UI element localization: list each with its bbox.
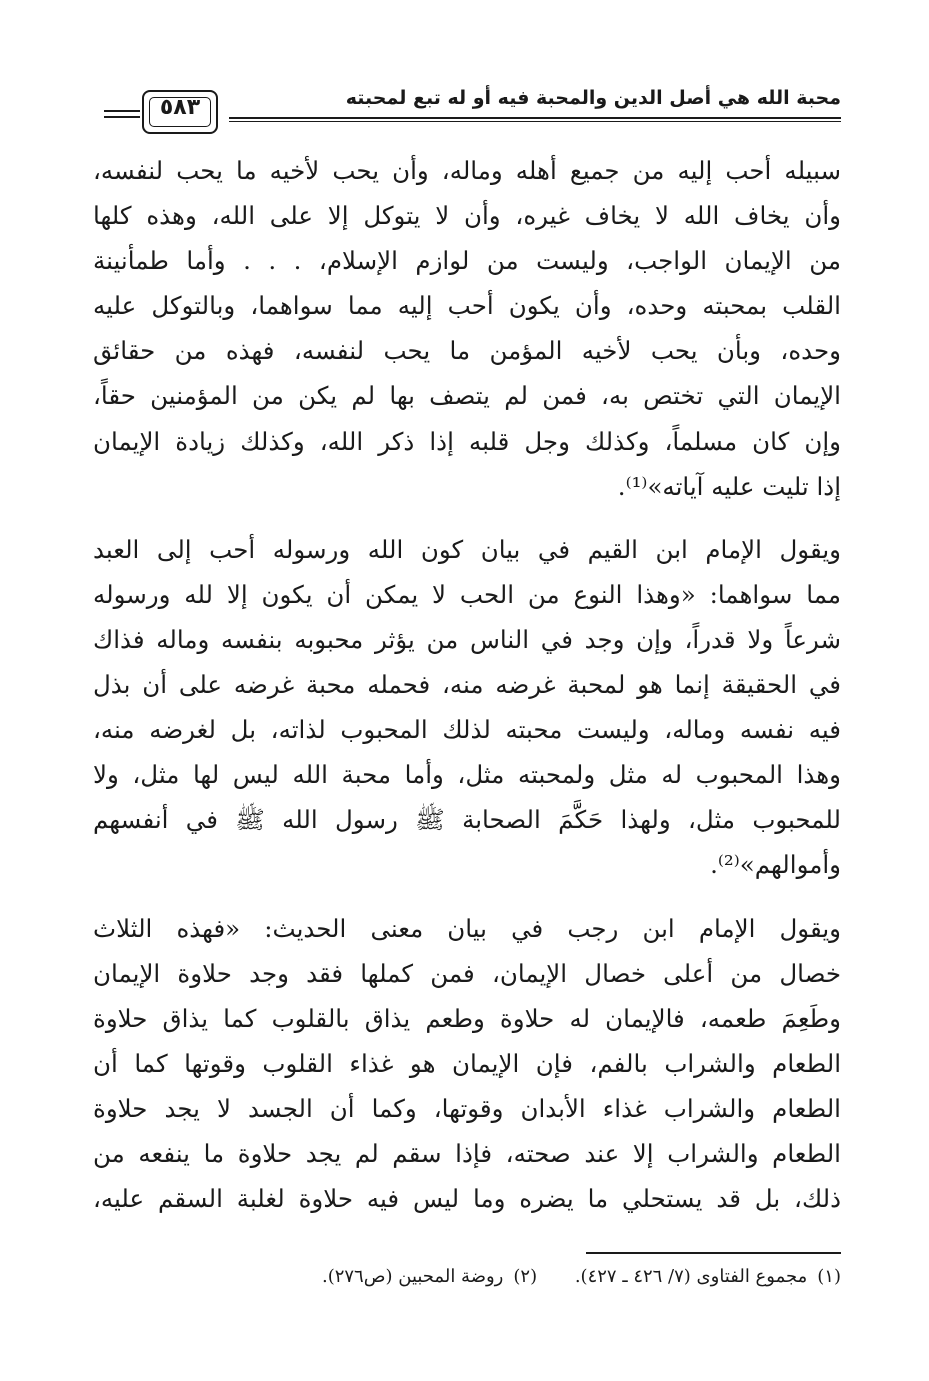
body-text [93, 148, 841, 1221]
running-title: محبة الله هي أصل الدين والمحبة فيه أو له تبع لمحبته [345, 87, 841, 109]
text-line: وحده، وبأن يحب لأخيه المؤمن ما يحب لنفسه، فهذه من حقائق [93, 336, 841, 366]
text-line: الطعام والشراب إلا عند صحته، فإذا سقم لم يجد حلاوة ما ينفعه من [93, 1138, 841, 1168]
text-line: في الحقيقة إنما هو لمحبة غرضه منه، فحمله محبة غرضه على أن بذل [93, 670, 841, 700]
text-line: ذلك، بل قد يستحلي ما يضره وما ليس فيه حلاوة لغلبة السقم عليه، [93, 1184, 841, 1214]
text-line: القلب بمحبته وحده، وأن يكون أحب إليه مما سواهما، وبالتوكل عليه [93, 291, 841, 321]
text-line: وأموالهم»⁽²⁾. [710, 850, 841, 880]
text-line: سبيله أحب إليه من جميع أهله وماله، وأن يحب لأخيه ما يحب لنفسه، [93, 156, 841, 185]
text-line: ويقول الإمام ابن القيم في بيان كون الله ورسوله أحب إلى العبد [93, 534, 841, 564]
footnote-text: مجموع الفتاوى (٧/ ٤٢٦ ـ ٤٢٧). [574, 1266, 808, 1287]
page-number-frame [142, 90, 218, 134]
paragraph-2 [93, 527, 841, 888]
text-line: خصال من أعلى خصال الإيمان، فمن كملها فقد وجد حلاوة الإيمان [93, 958, 841, 988]
footnotes [93, 1262, 841, 1292]
text-line: الإيمان التي تختص به، فمن لم يتصف بها لم يكن من المؤمنين حقاً، [93, 381, 841, 411]
footnote-number: (٢) [513, 1266, 538, 1287]
text-line: للمحبوب مثل، ولهذا حَكَّمَ الصحابة ﷺ رسول الله ﷺ في أنفسهم [93, 805, 841, 835]
ornament-rule [104, 116, 140, 118]
text-line: وهذا المحبوب له مثل ولمحبته مثل، وأما محبة الله ليس لها مثل، ولا [93, 760, 841, 790]
footnote-separator [586, 1252, 841, 1254]
ornament-rule [104, 110, 140, 112]
header-rule [229, 117, 841, 119]
paragraph-1 [93, 148, 841, 509]
footnote-2 [322, 1262, 537, 1292]
text-line: وطَعِمَ طعمه، فالإيمان له حلاوة وطعم يذاق بالقلوب كما يذاق حلاوة [93, 1003, 841, 1033]
footnote-text: روضة المحبين (ص٢٧٦). [321, 1266, 504, 1287]
header-rule-thin [229, 121, 841, 122]
paragraph-3 [93, 906, 841, 1222]
footnote-number: (١) [817, 1266, 841, 1287]
footnote-1 [575, 1262, 841, 1292]
text-line: إذا تليت عليه آياته»⁽¹⁾. [617, 471, 841, 501]
text-line: مما سواهما: «وهذا النوع من الحب لا يمكن أن يكون إلا لله ورسوله [93, 579, 841, 609]
text-line: شرعاً ولا قدراً، وإن وجد في الناس من يؤثر محبوبه بنفسه وماله فذاك [93, 624, 841, 654]
page-number: ٥٨٣ [159, 95, 201, 120]
text-line: ويقول الإمام ابن رجب في بيان معنى الحديث: «فهذه الثلاث [93, 913, 841, 943]
text-line: وأن يخاف الله لا يخاف غيره، وأن لا يتوكل إلا على الله، وهذه كلها [93, 201, 841, 231]
text-line: وإن كان مسلماً، وكذلك وجل قلبه إذا ذكر الله، وكذلك زيادة الإيمان [93, 426, 841, 456]
text-line: فيه نفسه وماله، وليست محبته لذلك المحبوب لذاته، بل لغرضه منه، [93, 715, 841, 745]
text-line: الطعام والشراب بالفم، فإن الإيمان هو غذاء القلوب وقوتها كما أن [93, 1048, 841, 1078]
text-line: الطعام والشراب غذاء الأبدان وقوتها، وكما أن الجسد لا يجد حلاوة [93, 1093, 841, 1123]
text-line: من الإيمان الواجب، وليست من لوازم الإسلام، . . . وأما طمأنينة [93, 246, 841, 276]
